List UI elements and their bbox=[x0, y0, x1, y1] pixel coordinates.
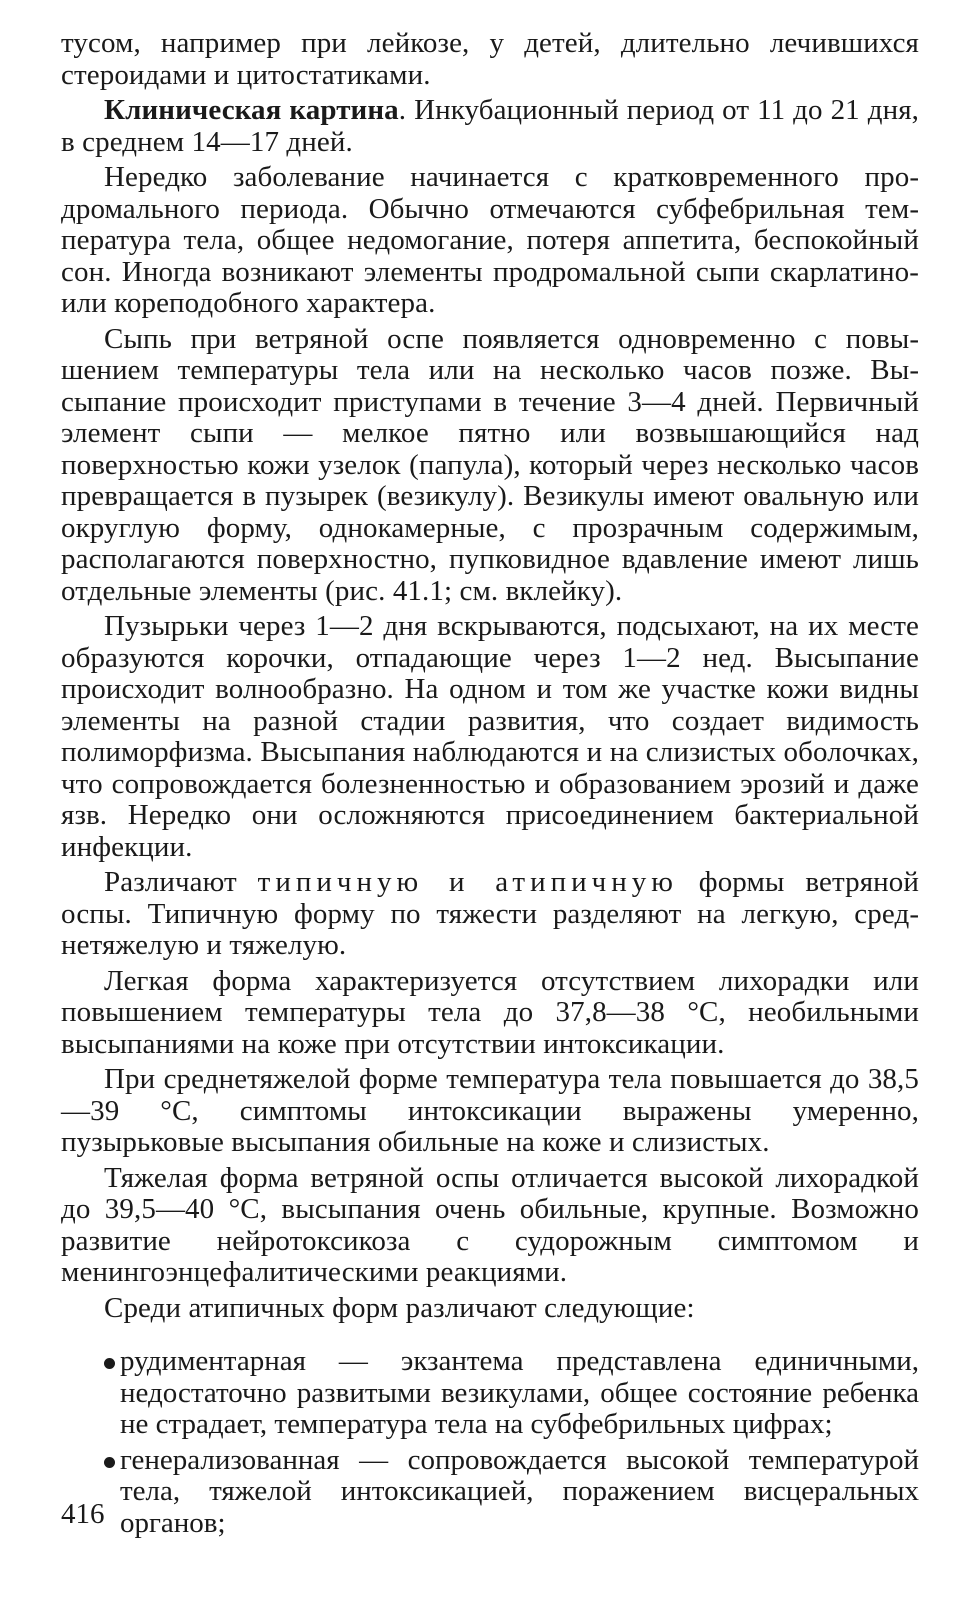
atypical-forms-list bbox=[61, 1346, 919, 1539]
page-number: 416 bbox=[61, 1498, 105, 1530]
paragraph-forms bbox=[61, 867, 919, 962]
paragraph-vesicles: Пузырьки через 1—2 дня вскрываются, подсыхают, на их месте образуются корочки, отпадающие через 1—2 нед. Высыпание происходит волнообразно. На одном и том же участке кожи видны элементы на разной стадии развития, что создает видимость полиморфизма. Высыпания наблюдаются и на слизистых оболочках, что сопровождается болезненностью и образованием эрозий и даже язв. Нередко они осложняются присоединением бактериальной инфекции. bbox=[61, 610, 919, 863]
paragraph-clinical-picture bbox=[61, 95, 919, 158]
bullet-icon bbox=[104, 1358, 115, 1369]
list-item bbox=[61, 1445, 919, 1540]
paragraph-continuation: тусом, например при лейкозе, у детей, длительно лечившихся стероидами и цитостатиками. bbox=[61, 27, 919, 91]
spaced-emphasis: типичную и атипичную bbox=[257, 866, 678, 898]
section-heading: Клиническая картина bbox=[104, 94, 399, 126]
paragraph-prodromal: Нередко заболевание начинается с кратковременного продромального периода. Обычно отмечаются субфебрильная температура тела, общее недомогание, потеря аппетита, беспокойный сон. Иногда возникают элементы продромальной сыпи скарлатино- или кореподобного характера. bbox=[61, 161, 919, 319]
paragraph-text: формы ветряной оспы. Типичную форму по тяжести разделяют на легкую, среднетяжелую и тяжелую. bbox=[61, 866, 919, 961]
paragraph-mild-form: Легкая форма характеризуется отсутствием лихорадки или повышением температуры тела до 37,8—38 °С, необильными высыпаниями на коже при отсутствии интоксикации. bbox=[61, 964, 919, 1060]
page-body bbox=[61, 28, 919, 1543]
paragraph-rash: Сыпь при ветряной оспе появляется одновременно с повышением температуры тела или на несколько часов позже. Высыпание происходит приступами в течение 3—4 дней. Первичный элемент сыпи — мелкое пятно или возвышающийся над поверхностью кожи узелок (папула), который через несколько часов превращается в пузырек (везикулу). Везикулы имеют овальную или округлую форму, однокамерные, с прозрачным содержимым, располагаются поверхностно, пупковидное вдавление имеют лишь отдельные элементы (рис. 41.1; см. вклейку). bbox=[61, 322, 919, 607]
paragraph-moderate-form: При среднетяжелой форме температура тела повышается до 38,5—39 °С, симптомы интоксикации выражены умеренно, пузырьковые высыпания обильные на коже и слизистых. bbox=[61, 1063, 919, 1158]
paragraph-text: . Инкубационный период от 11 до 21 дня, в среднем 14—17 дней. bbox=[61, 94, 919, 158]
paragraph-atypical-intro: Среди атипичных форм различают следующие: bbox=[104, 1291, 695, 1324]
paragraph-text: Различают bbox=[104, 866, 258, 898]
paragraph-severe-form: Тяжелая форма ветряной оспы отличается высокой лихорадкой до 39,5—40 °С, высыпания очень обильные, крупные. Возможно развитие нейротоксикоза с судорожным симптомом и менингоэнцефалитическими реакциями. bbox=[61, 1161, 919, 1288]
list-item-text: рудиментарная — экзантема представлена единичными, недостаточно развитыми везикулами, общее состояние ребенка не страдает, температура тела на субфебрильных цифрах; bbox=[120, 1345, 919, 1440]
list-item-text: генерализованная — сопровождается высокой температурой тела, тяжелой интоксикацией, поражением висцеральных органов; bbox=[120, 1443, 919, 1539]
bullet-icon bbox=[104, 1457, 115, 1468]
list-item bbox=[61, 1346, 919, 1441]
